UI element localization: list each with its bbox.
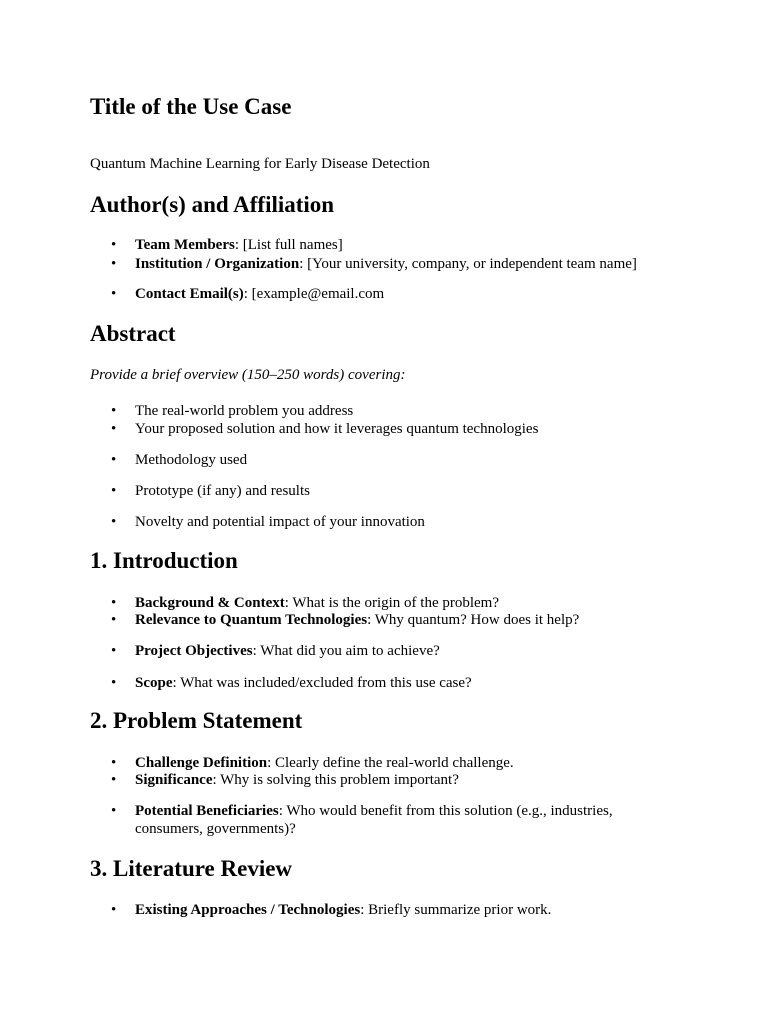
bullet: • bbox=[111, 902, 117, 918]
list-item bbox=[90, 236, 680, 254]
item-label: Background & Context bbox=[135, 595, 285, 611]
bullet: • bbox=[111, 421, 117, 437]
list-item bbox=[90, 255, 680, 273]
list-item bbox=[90, 420, 680, 438]
list-item bbox=[90, 513, 680, 531]
list-item bbox=[90, 285, 680, 303]
item-text: The real-world problem you address bbox=[135, 403, 354, 419]
bullet: • bbox=[111, 612, 117, 628]
item-text: : [example@email.com bbox=[243, 286, 385, 302]
item-text: : Why quantum? How does it help? bbox=[367, 612, 580, 628]
item-label: Existing Approaches / Technologies bbox=[135, 902, 361, 918]
item-text: Your proposed solution and how it leverages quantum technologies bbox=[135, 421, 539, 437]
bullet: • bbox=[111, 595, 117, 611]
item-text: : Who would benefit from this solution (e.g., industries, consumers, governments)? bbox=[135, 803, 613, 837]
item-text: Novelty and potential impact of your innovation bbox=[135, 514, 425, 530]
list-item bbox=[90, 642, 680, 660]
abstract-intro: Provide a brief overview (150–250 words) covering: bbox=[90, 367, 406, 383]
list-item bbox=[90, 594, 680, 612]
item-text: : Clearly define the real-world challenge. bbox=[267, 755, 514, 771]
item-label: Contact Email(s) bbox=[135, 286, 244, 302]
item-text: : What is the origin of the problem? bbox=[284, 595, 500, 611]
bullet: • bbox=[111, 675, 117, 691]
item-label: Relevance to Quantum Technologies bbox=[135, 612, 368, 628]
bullet: • bbox=[111, 772, 117, 788]
item-text: : Why is solving this problem important? bbox=[212, 772, 459, 788]
bullet: • bbox=[111, 237, 117, 253]
heading-introduction: 1. Introduction bbox=[90, 548, 238, 573]
item-text: Prototype (if any) and results bbox=[135, 483, 310, 499]
item-text: Methodology used bbox=[135, 452, 248, 468]
bullet: • bbox=[111, 755, 117, 771]
list-item bbox=[90, 901, 680, 919]
item-label: Significance bbox=[135, 772, 213, 788]
bullet: • bbox=[111, 286, 117, 302]
list-item bbox=[90, 402, 680, 420]
list-item bbox=[90, 754, 680, 772]
bullet: • bbox=[111, 803, 117, 819]
heading-title-of-use-case: Title of the Use Case bbox=[90, 94, 292, 119]
item-label: Project Objectives bbox=[135, 643, 253, 659]
item-text: : [List full names] bbox=[234, 237, 343, 253]
item-text: : What did you aim to achieve? bbox=[252, 643, 440, 659]
bullet: • bbox=[111, 514, 117, 530]
item-text: : What was included/excluded from this use case? bbox=[172, 675, 472, 691]
use-case-title-text: Quantum Machine Learning for Early Disease Detection bbox=[90, 156, 430, 172]
bullet: • bbox=[111, 452, 117, 468]
bullet: • bbox=[111, 403, 117, 419]
bullet: • bbox=[111, 483, 117, 499]
item-text: : [Your university, company, or independent team name] bbox=[299, 256, 637, 272]
item-label: Scope bbox=[135, 675, 173, 691]
item-text: : Briefly summarize prior work. bbox=[360, 902, 552, 918]
heading-abstract: Abstract bbox=[90, 321, 176, 346]
list-item bbox=[90, 802, 680, 838]
list-item bbox=[90, 611, 680, 629]
heading-literature-review: 3. Literature Review bbox=[90, 856, 293, 881]
bullet: • bbox=[111, 256, 117, 272]
bullet: • bbox=[111, 643, 117, 659]
item-label: Potential Beneficiaries bbox=[135, 803, 279, 819]
heading-authors: Author(s) and Affiliation bbox=[90, 192, 335, 217]
list-item bbox=[90, 451, 680, 469]
heading-problem-statement: 2. Problem Statement bbox=[90, 708, 303, 733]
list-item bbox=[90, 771, 680, 789]
item-label: Institution / Organization bbox=[135, 256, 300, 272]
item-label: Team Members bbox=[135, 237, 235, 253]
list-item bbox=[90, 482, 680, 500]
list-item bbox=[90, 674, 680, 692]
item-label: Challenge Definition bbox=[135, 755, 268, 771]
